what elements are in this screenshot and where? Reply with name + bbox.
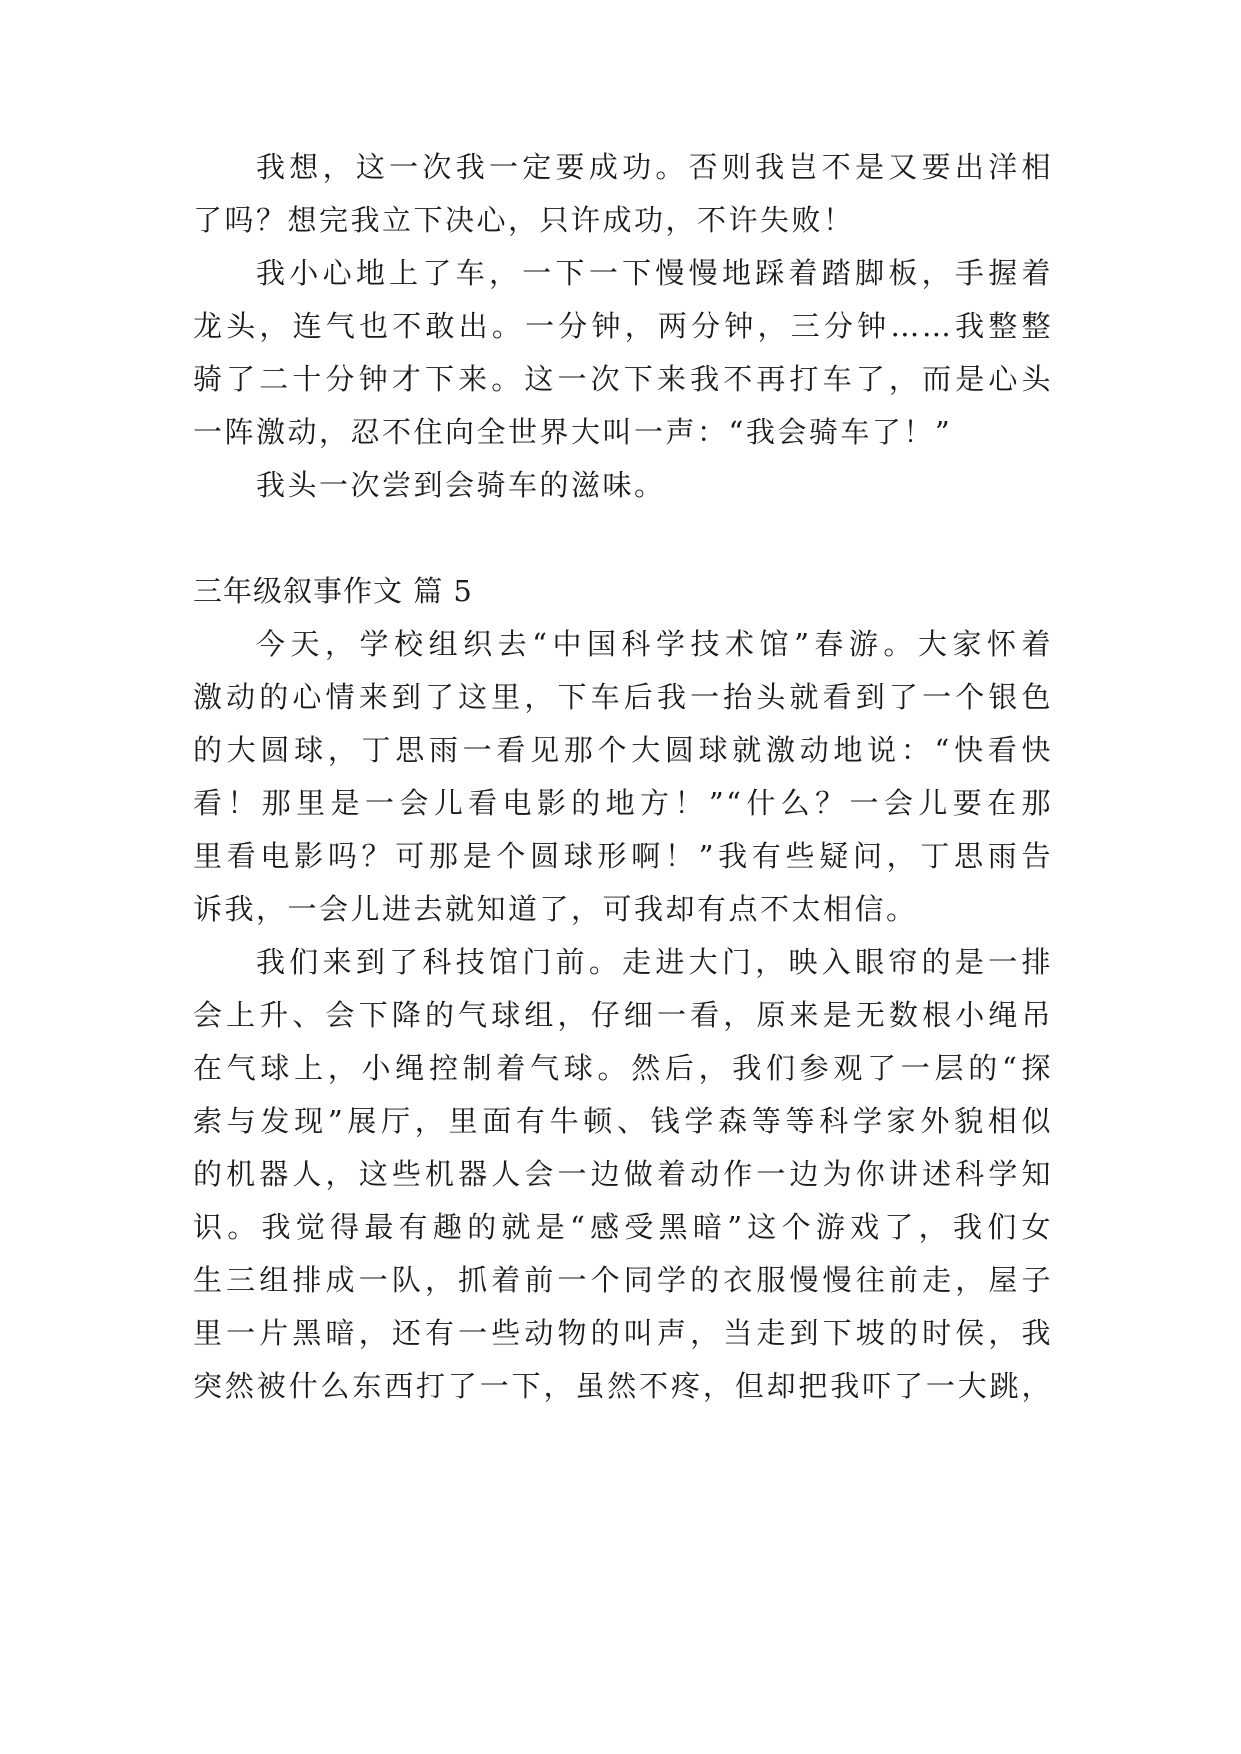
text-line: 里看电影吗？可那是个圆球形啊！”我有些疑问，丁思雨告 xyxy=(193,839,1053,873)
text-line: 的大圆球，丁思雨一看见那个大圆球就激动地说：“快看快 xyxy=(193,733,1053,767)
text-line: 识。我觉得最有趣的就是“感受黑暗”这个游戏了，我们女 xyxy=(193,1210,1053,1244)
text-line: 索与发现”展厅，里面有牛顿、钱学森等等科学家外貌相似 xyxy=(193,1104,1053,1138)
section-heading: 三年级叙事作文 篇 5 xyxy=(193,574,473,608)
text-line: 我小心地上了车，一下一下慢慢地踩着踏脚板，手握着 xyxy=(256,256,1053,290)
text-line: 我想，这一次我一定要成功。否则我岂不是又要出洋相 xyxy=(256,150,1053,184)
text-line: 今天，学校组织去“中国科学技术馆”春游。大家怀着 xyxy=(256,627,1053,661)
text-line: 我们来到了科技馆门前。走进大门，映入眼帘的是一排 xyxy=(256,945,1053,979)
text-line: 的机器人，这些机器人会一边做着动作一边为你讲述科学知 xyxy=(193,1157,1053,1191)
text-line: 了吗？想完我立下决心，只许成功，不许失败！ xyxy=(193,203,855,237)
text-line: 龙头，连气也不敢出。一分钟，两分钟，三分钟……我整整 xyxy=(193,309,1053,343)
text-line: 骑了二十分钟才下来。这一次下来我不再打车了，而是心头 xyxy=(193,362,1053,396)
text-line: 看！那里是一会儿看电影的地方！”“什么？一会儿要在那 xyxy=(193,786,1053,820)
text-line: 突然被什么东西打了一下，虽然不疼，但却把我吓了一大跳， xyxy=(193,1369,1053,1403)
text-line: 激动的心情来到了这里，下车后我一抬头就看到了一个银色 xyxy=(193,680,1053,714)
text-line: 一阵激动，忍不住向全世界大叫一声：“我会骑车了！” xyxy=(193,415,953,449)
text-line: 在气球上，小绳控制着气球。然后，我们参观了一层的“探 xyxy=(193,1051,1053,1085)
text-line: 里一片黑暗，还有一些动物的叫声，当走到下坡的时侯，我 xyxy=(193,1316,1053,1350)
text-line: 诉我，一会儿进去就知道了，可我却有点不太相信。 xyxy=(193,892,918,926)
text-line: 我头一次尝到会骑车的滋味。 xyxy=(256,468,666,502)
text-line: 生三组排成一队，抓着前一个同学的衣服慢慢往前走，屋子 xyxy=(193,1263,1053,1297)
text-line: 会上升、会下降的气球组，仔细一看，原来是无数根小绳吊 xyxy=(193,998,1053,1032)
